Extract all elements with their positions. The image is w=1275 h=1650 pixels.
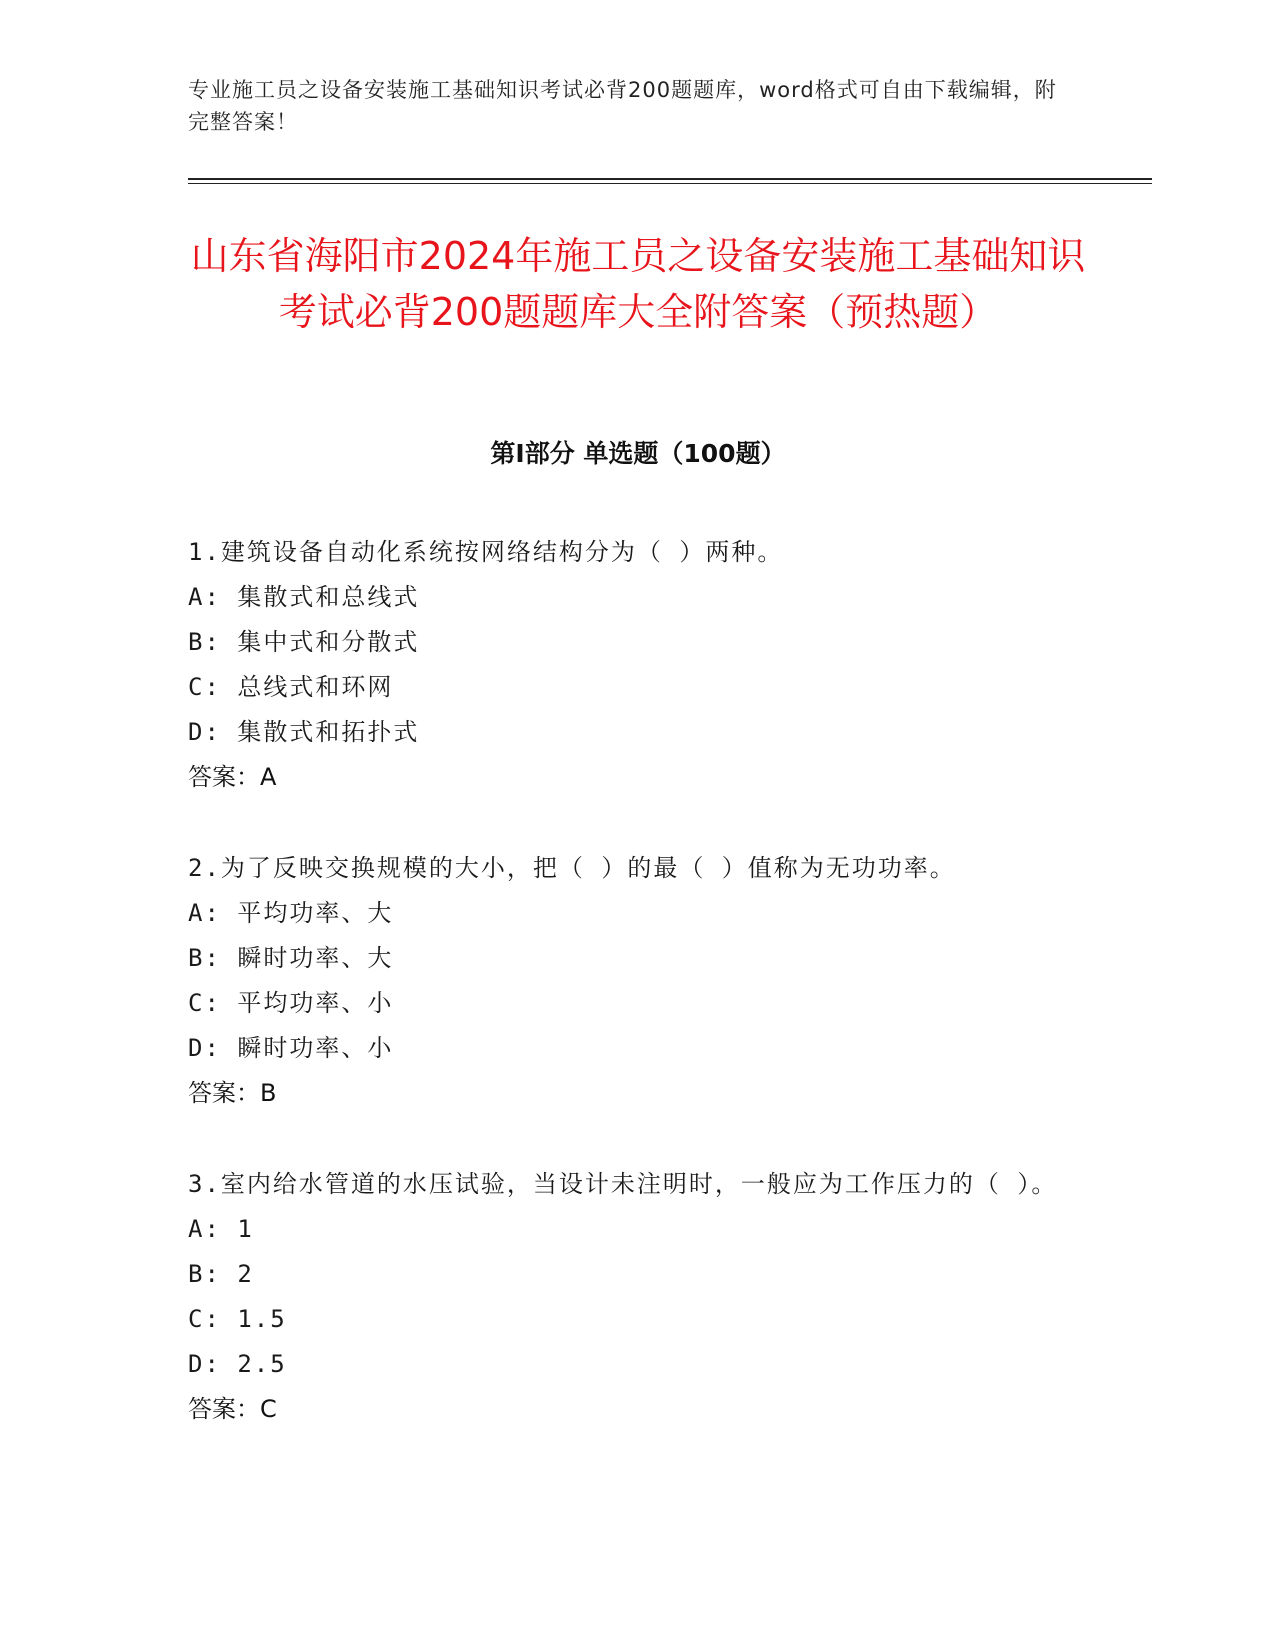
option-a: A: 平均功率、大 xyxy=(188,899,394,927)
answer: 答案：B xyxy=(188,1079,277,1107)
option-c: C: 1.5 xyxy=(188,1305,287,1333)
question-1 xyxy=(188,530,1088,800)
header-divider-thick xyxy=(188,178,1152,180)
answer: 答案：C xyxy=(188,1395,277,1423)
option-c: C: 总线式和环网 xyxy=(188,673,394,701)
question-2 xyxy=(188,846,1088,1116)
option-a: A: 1 xyxy=(188,1215,254,1243)
header-divider-thin xyxy=(188,183,1152,184)
option-c: C: 平均功率、小 xyxy=(188,989,394,1017)
question-3 xyxy=(188,1162,1088,1432)
question-stem: 1.建筑设备自动化系统按网络结构分为（ ）两种。 xyxy=(188,538,784,566)
option-a: A: 集散式和总线式 xyxy=(188,583,420,611)
question-list xyxy=(188,530,1088,1478)
option-d: D: 2.5 xyxy=(188,1350,287,1378)
question-stem: 2.为了反映交换规模的大小，把（ ）的最（ ）值称为无功功率。 xyxy=(188,854,956,882)
answer: 答案：A xyxy=(188,763,277,791)
header-note: 专业施工员之设备安装施工基础知识考试必背200题题库，word格式可自由下载编辑，附完整答案！ xyxy=(188,78,1057,134)
question-stem: 3.室内给水管道的水压试验，当设计未注明时，一般应为工作压力的（ ）。 xyxy=(188,1170,1058,1198)
option-b: B: 集中式和分散式 xyxy=(188,628,420,656)
option-b: B: 瞬时功率、大 xyxy=(188,944,394,972)
section-heading: 第I部分 单选题（100题） xyxy=(490,439,786,468)
option-d: D: 集散式和拓扑式 xyxy=(188,718,420,746)
document-title: 山东省海阳市2024年施工员之设备安装施工基础知识考试必背200题题库大全附答案（预热题） xyxy=(190,234,1086,334)
option-b: B: 2 xyxy=(188,1260,254,1288)
option-d: D: 瞬时功率、小 xyxy=(188,1034,394,1062)
